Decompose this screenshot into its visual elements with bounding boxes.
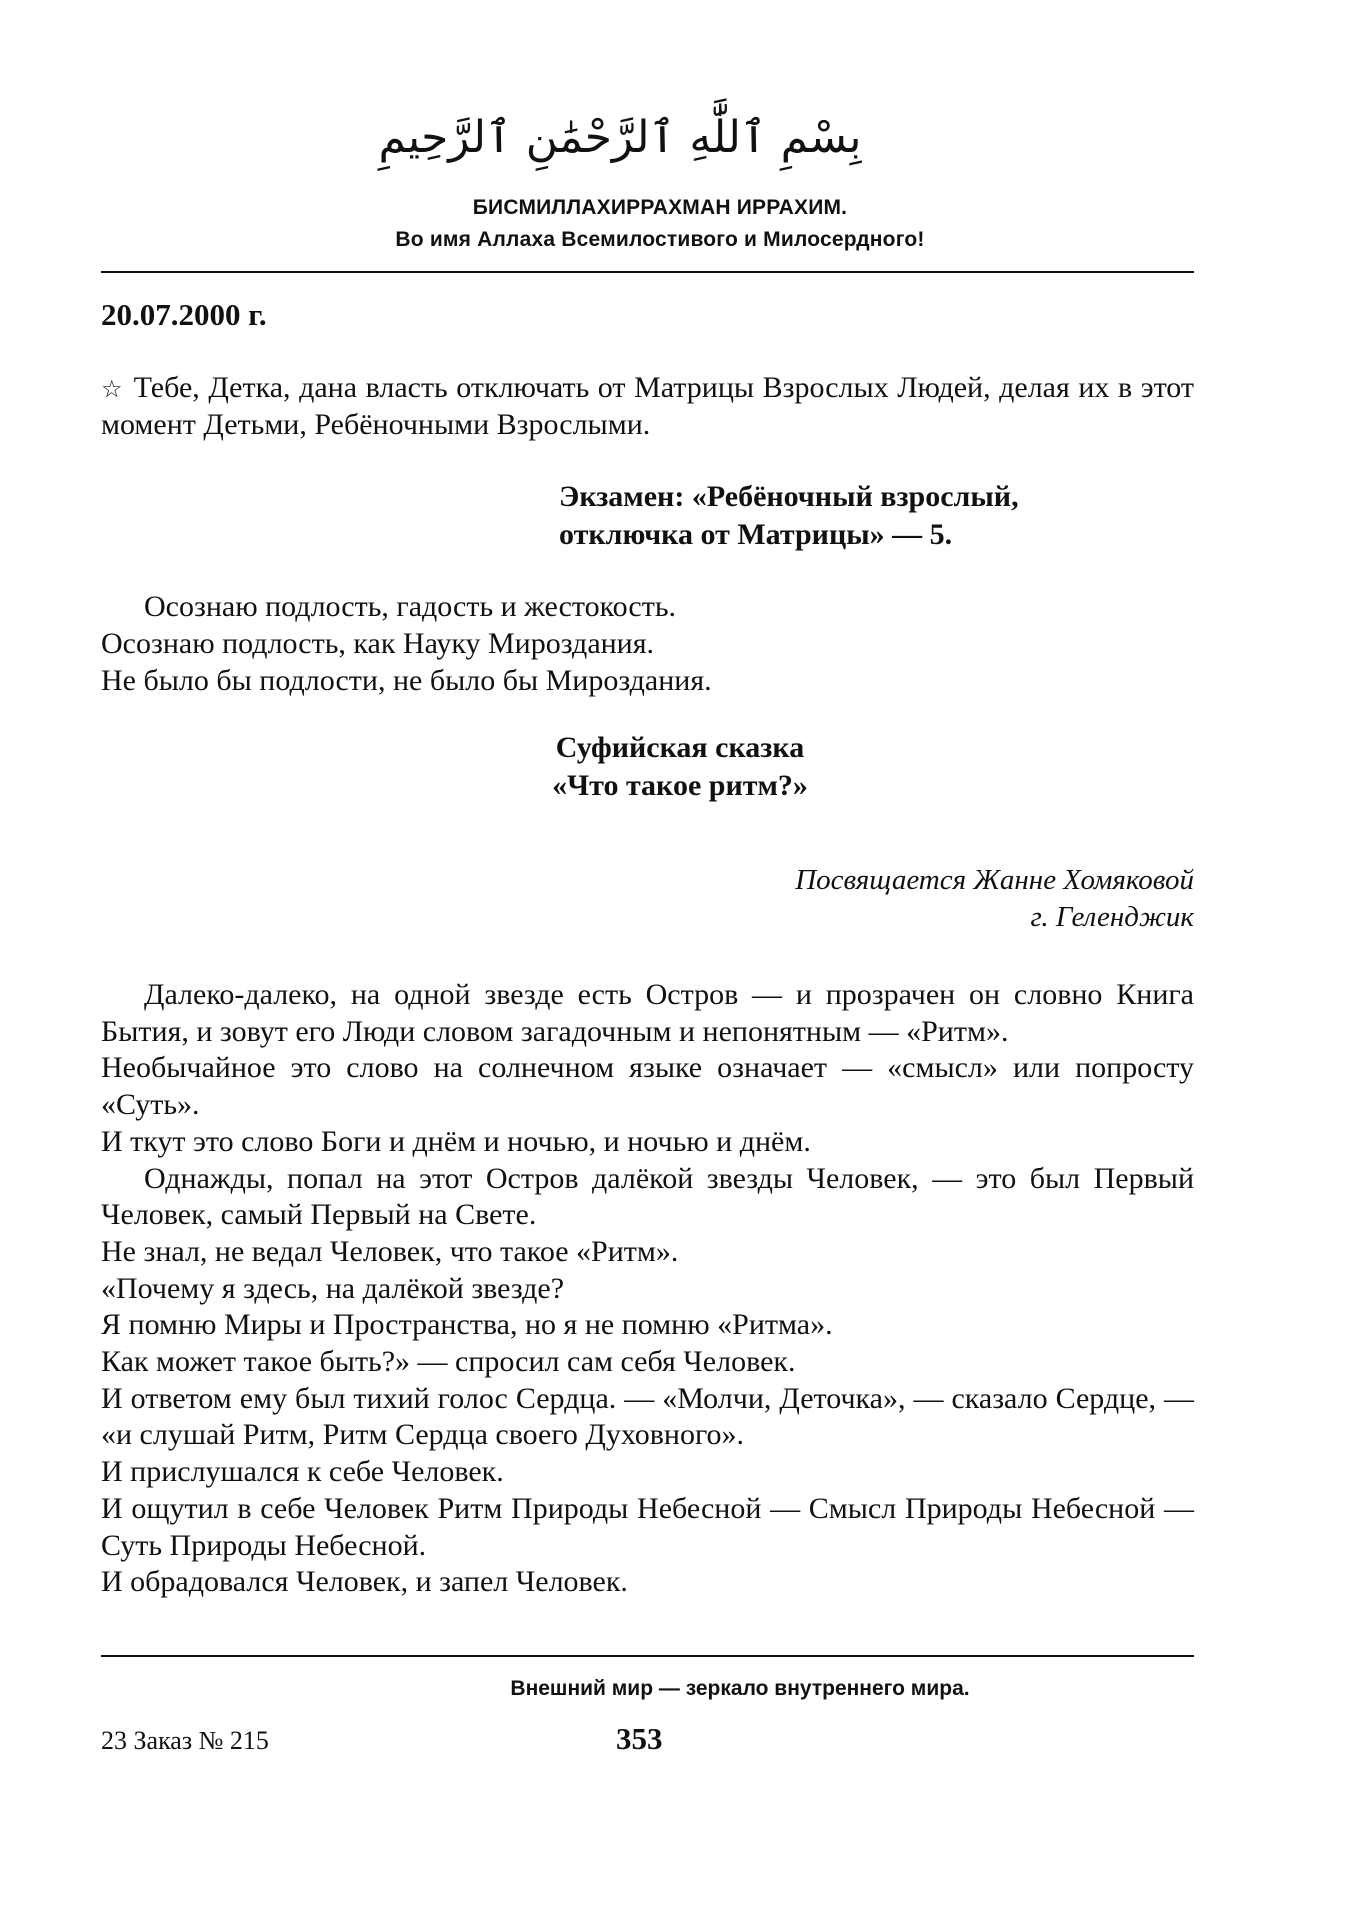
story-paragraph: Далеко-далеко, на одной звезде есть Остров — и прозрачен он словно Книга Бытия, и зовут его Люди словом загадочным и непонятным — «Ритм». <box>101 978 1194 1048</box>
story-paragraph: И прислушался к себе Человек. <box>101 1455 504 1489</box>
bottom-divider <box>101 1655 1194 1657</box>
bismillah-arabic-text: بِسْمِ ٱللَّٰهِ ٱلرَّحْمَٰنِ ٱلرَّحِيمِ <box>378 112 862 163</box>
verse-line: Не было бы подлости, не было бы Мироздания. <box>101 664 712 697</box>
bismillah-subtitle: Во имя Аллаха Всемилостивого и Милосердного! <box>395 228 925 251</box>
verse-block <box>101 588 712 699</box>
tale-title <box>300 729 1060 805</box>
exam-line-2: отключка от Матрицы» — 5. <box>559 518 953 551</box>
dedication-line-1: Посвящается Жанне Хомяковой <box>795 864 1194 896</box>
dedication <box>795 862 1194 936</box>
star-icon: ☆ <box>101 375 124 403</box>
story-paragraph: Как может такое быть?» — спросил сам себя Человек. <box>101 1345 796 1379</box>
bismillah-title: БИСМИЛЛАХИРРАХМАН ИРРАХИМ. <box>472 196 848 219</box>
intro-paragraph <box>101 370 1194 443</box>
story-paragraph: Необычайное это слово на солнечном языке означает — «смысл» или попросту «Суть». <box>101 1051 1194 1122</box>
story-paragraph: И ответом ему был тихий голос Сердца. — «Молчи, Деточка», — сказало Сердце, — «и слушай Ритм, Ритм Сердца своего Духовного». <box>101 1381 1194 1452</box>
story-paragraph: И ощутил в себе Человек Ритм Природы Небесной — Смысл Природы Небесной — Суть Природы Небесной. <box>101 1491 1194 1562</box>
intro-text: Тебе, Детка, дана власть отключать от Матрицы Взрослых Людей, делая их в этот момент Детьми, Ребёночными Взрослыми. <box>101 371 1194 441</box>
exam-line-1: Экзамен: «Ребёночный взрослый, <box>559 480 1019 513</box>
dedication-line-2: г. Геленджик <box>1030 901 1194 933</box>
page-number: 353 <box>616 1721 663 1756</box>
verse-line: Осознаю подлость, гадость и жестокость. <box>144 590 677 623</box>
story-paragraph: И обрадовался Человек, и запел Человек. <box>101 1565 628 1599</box>
footer-motto: Внешний мир — зеркало внутреннего мира. <box>510 1677 970 1700</box>
bismillah-calligraphy <box>378 82 862 202</box>
tale-title-line-2: «Что такое ритм?» <box>552 769 808 802</box>
story-paragraph: И ткут это слово Боги и днём и ночью, и ночью и днём. <box>101 1124 811 1158</box>
tale-title-line-1: Суфийская сказка <box>555 731 805 764</box>
story-paragraph: Однажды, попал на этот Остров далёкой звезды Человек, — это был Первый Человек, самый Первый на Свете. <box>101 1161 1194 1232</box>
story-paragraph: Я помню Миры и Пространства, но я не помню «Ритма». <box>101 1308 833 1342</box>
print-order-number: 23 Заказ № 215 <box>101 1726 269 1755</box>
story-paragraph: Не знал, не ведал Человек, что такое «Ритм». <box>101 1234 679 1268</box>
verse-line: Осознаю подлость, как Науку Мироздания. <box>101 627 655 660</box>
top-divider <box>101 271 1194 273</box>
exam-heading <box>559 478 1019 554</box>
entry-date: 20.07.2000 г. <box>101 297 267 332</box>
story-text <box>101 977 1194 1601</box>
story-paragraph: «Почему я здесь, на далёкой звезде? <box>101 1271 565 1305</box>
